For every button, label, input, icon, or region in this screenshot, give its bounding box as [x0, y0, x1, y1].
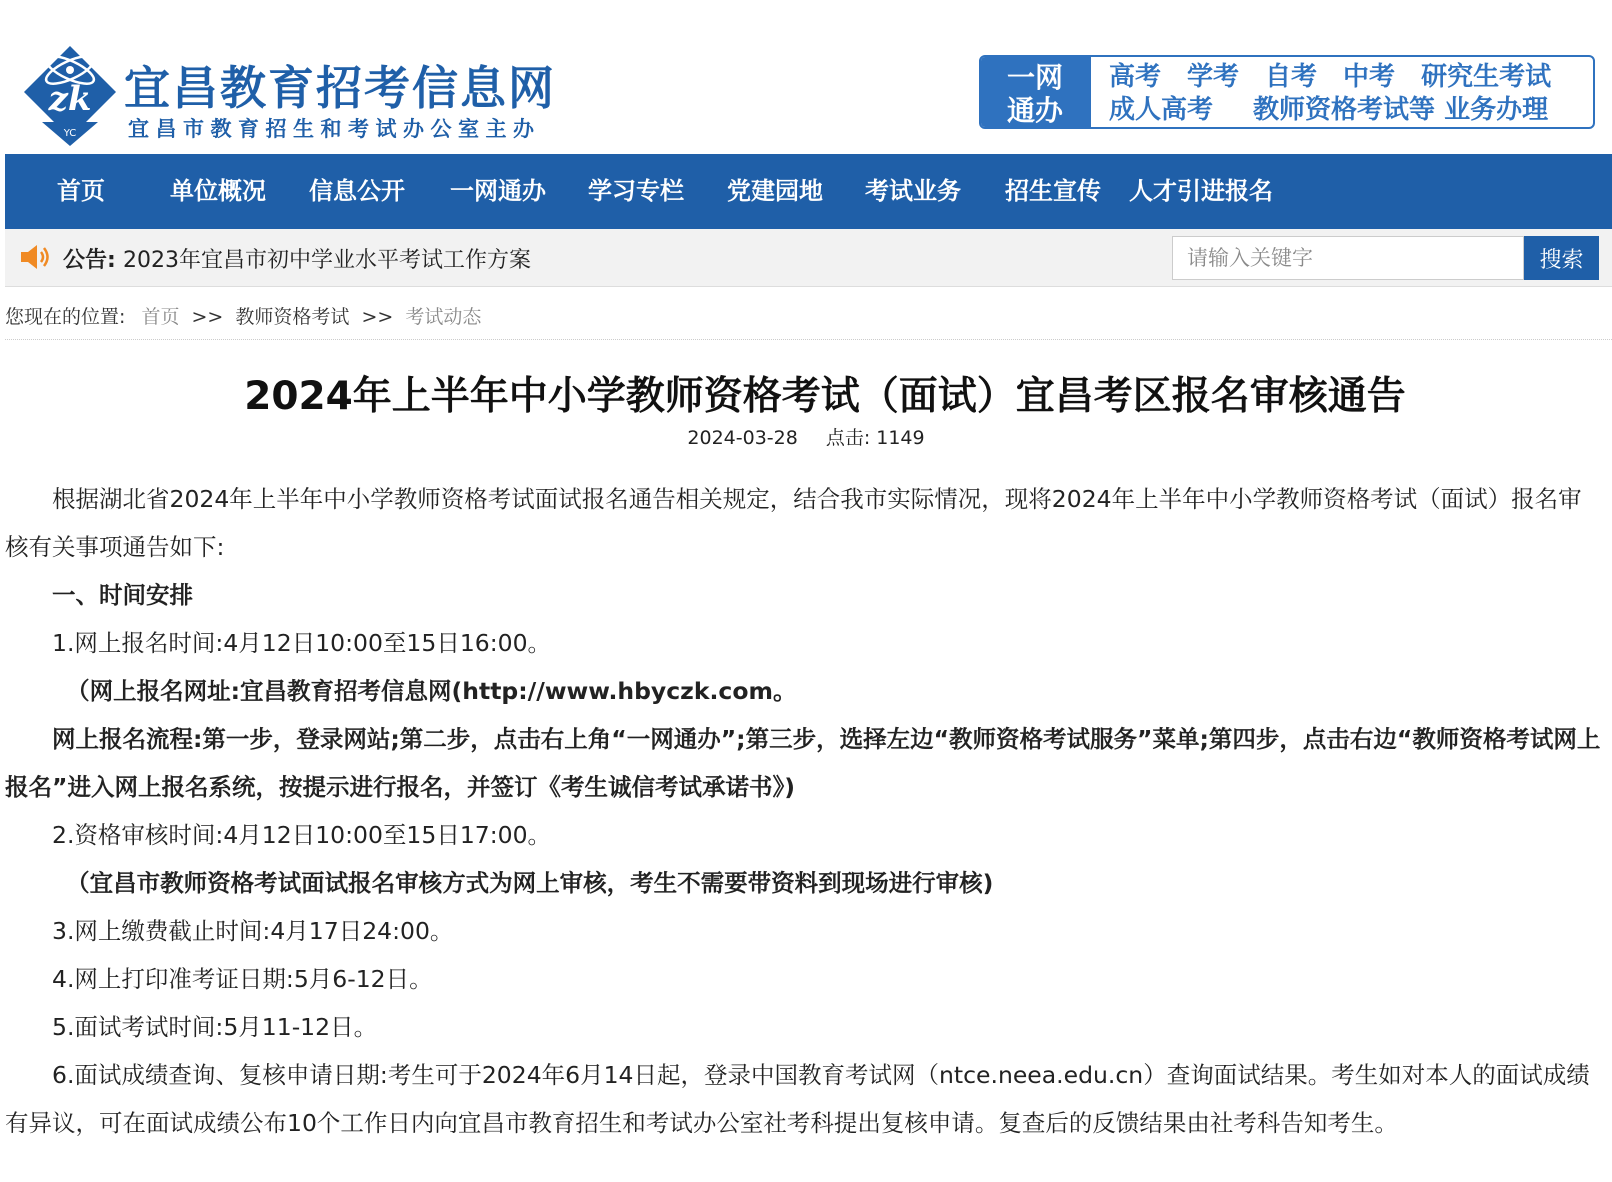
portal-link-gaokao[interactable]: 高考 [1109, 62, 1162, 92]
breadcrumb-separator: >> [191, 306, 224, 328]
site-header [0, 0, 1612, 150]
article-paragraph: （网上报名网址:宜昌教育招考信息网(http://www.hbyczk.com。 [66, 677, 797, 705]
portal-link-xuekao[interactable]: 学考 [1187, 62, 1240, 92]
nav-item-home[interactable]: 首页 [57, 177, 105, 205]
article-date: 2024-03-28 [687, 427, 798, 449]
portal-tag[interactable] [981, 57, 1091, 127]
article-paragraph: （宜昌市教师资格考试面试报名审核方式为网上审核，考生不需要带资料到现场进行审核) [66, 869, 994, 897]
article-paragraph: 1.网上报名时间:4月12日10:00至15日16:00。 [52, 629, 552, 657]
breadcrumb-prefix: 您现在的位置: [5, 306, 126, 328]
article-paragraph: 4.网上打印准考证日期:5月6-12日。 [52, 965, 433, 993]
portal-links [1109, 61, 1583, 127]
search-button[interactable]: 搜索 [1524, 236, 1599, 280]
portal-link-zhongkao[interactable]: 中考 [1343, 62, 1396, 92]
site-subtitle: 宜昌市教育招生和考试办公室主办 [128, 117, 541, 141]
notice-bar [5, 229, 1612, 287]
article-paragraph: 3.网上缴费截止时间:4月17日24:00。 [52, 917, 454, 945]
article-paragraph: 2.资格审核时间:4月12日10:00至15日17:00。 [52, 821, 552, 849]
article-paragraph: 6.面试成绩查询、复核申请日期:考生可于2024年6月14日起，登录中国教育考试网（ntce.neea.edu.cn）查询面试结果。考生如对本人的面试成绩有异议，可在面试成绩公布10个工作日内向宜昌市教育招生和考试办公室社考科提出复核申请。复查后的反馈结果由社考科告知考生。 [5, 1061, 1590, 1137]
nav-item-admissions[interactable]: 招生宣传 [1005, 177, 1101, 205]
nav-item-study[interactable]: 学习专栏 [588, 177, 684, 205]
speaker-icon [19, 241, 53, 273]
breadcrumb-divider [5, 339, 1612, 340]
portal-link-graduate-exam[interactable]: 研究生考试 [1421, 62, 1552, 92]
main-nav [5, 154, 1612, 229]
article-paragraph: 网上报名流程:第一步，登录网站;第二步，点击右上角“一网通办”;第三步，选择左边“教师资格考试服务”菜单;第四步，点击右边“教师资格考试网上报名”进入网上报名系统，按提示进行报名，并签订《考生诚信考试承诺书》) [5, 725, 1601, 801]
breadcrumb-teacher-exam[interactable]: 教师资格考试 [235, 306, 350, 328]
nav-item-talent-registration[interactable]: 人才引进报名 [1129, 177, 1273, 205]
site-title[interactable]: 宜昌教育招考信息网 [124, 61, 556, 115]
notice-label: 公告: [63, 248, 116, 273]
article-views-label: 点击: [825, 427, 871, 449]
search-input[interactable] [1172, 236, 1524, 280]
one-stop-portal-banner[interactable] [979, 55, 1595, 129]
portal-row-1 [1109, 61, 1583, 94]
nav-item-party[interactable]: 党建园地 [727, 177, 823, 205]
nav-item-one-stop[interactable]: 一网通办 [450, 177, 546, 205]
breadcrumb-home[interactable]: 首页 [141, 306, 180, 328]
nav-item-about[interactable]: 单位概况 [170, 177, 266, 205]
nav-item-exam-business[interactable]: 考试业务 [865, 177, 961, 205]
notice-link[interactable]: 2023年宜昌市初中学业水平考试工作方案 [123, 248, 531, 273]
article-paragraph: 5.面试考试时间:5月11-12日。 [52, 1013, 378, 1041]
breadcrumb-exam-news[interactable]: 考试动态 [405, 306, 482, 328]
svg-text:YC: YC [63, 128, 77, 139]
nav-item-info-disclosure[interactable]: 信息公开 [309, 177, 405, 205]
article-views: 1149 [876, 427, 925, 449]
portal-link-teacher-exam[interactable]: 教师资格考试等 业务办理 [1253, 95, 1549, 125]
portal-link-zikao[interactable]: 自考 [1265, 62, 1318, 92]
breadcrumb [5, 302, 481, 329]
breadcrumb-separator: >> [361, 306, 394, 328]
article-meta [0, 423, 1612, 450]
svg-text:zk: zk [48, 79, 92, 119]
site-logo-icon[interactable] [20, 44, 120, 148]
article-title: 2024年上半年中小学教师资格考试（面试）宜昌考区报名审核通告 [244, 374, 1406, 419]
article-section-heading: 一、时间安排 [52, 581, 193, 609]
article-paragraph: 根据湖北省2024年上半年中小学教师资格考试面试报名通告相关规定，结合我市实际情况，现将2024年上半年中小学教师资格考试（面试）报名审核有关事项通告如下: [5, 485, 1582, 561]
portal-tag-line2: 通办 [1007, 94, 1064, 127]
portal-row-2 [1109, 94, 1583, 127]
portal-link-adult-exam[interactable]: 成人高考 [1109, 95, 1214, 125]
portal-tag-line1: 一网 [1007, 61, 1064, 94]
article-body [5, 475, 1602, 1147]
